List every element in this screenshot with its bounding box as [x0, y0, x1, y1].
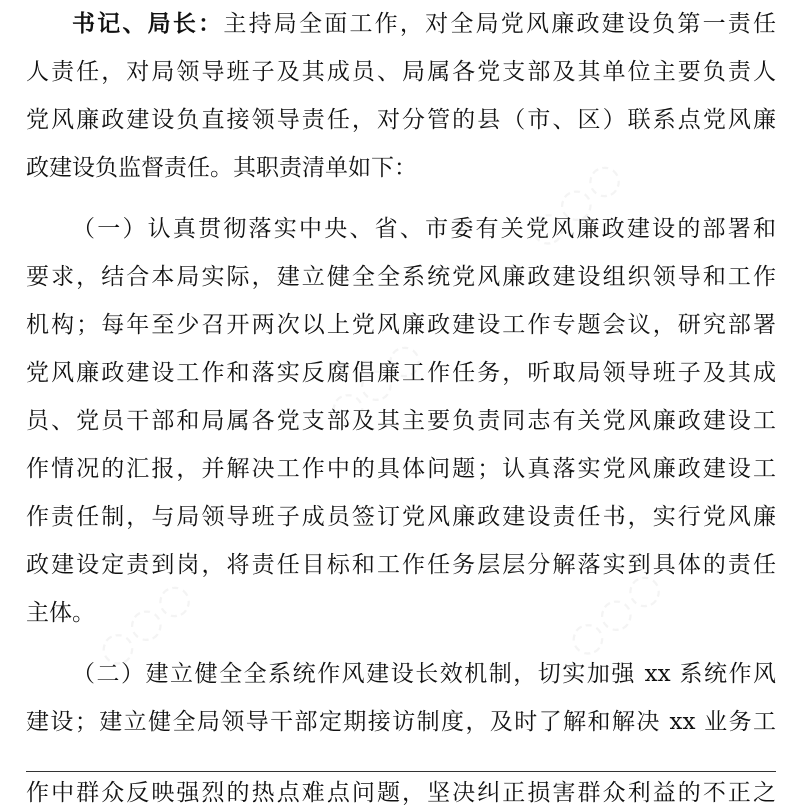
intro-line-2: 人责任，对局领导班子及其成员、局属各党支部及其单位主要负责人	[26, 59, 776, 85]
item2-line-2: 建设；建立健全局领导干部定期接访制度，及时了解和解决 xx 业务工	[26, 709, 776, 735]
page-break-divider	[26, 771, 776, 772]
item1-line-3: 机构；每年至少召开两次以上党风廉政建设工作专题会议，研究部署	[26, 312, 776, 338]
intro-line-1-text: 主持局全面工作，对全局党风廉政建设负第一责任	[223, 11, 776, 37]
watermark-stamp: ◌◌◌	[518, 149, 633, 257]
next-page-line: 作中群众反映强烈的热点难点问题，坚决纠正损害群众利益的不正之	[26, 780, 776, 806]
watermark-stamp: ◌◌◌	[318, 329, 433, 437]
item2-line-1: （二）建立健全全系统作风建设长效机制，切实加强 xx 系统作风	[72, 661, 776, 687]
item1-line-9: 主体。	[26, 600, 95, 626]
intro-line-3: 党风廉政建设负直接领导责任，对分管的县（市、区）联系点党风廉	[26, 107, 776, 133]
watermark-stamp: ◌◌◌	[88, 569, 203, 677]
intro-line-1	[26, 0, 776, 48]
item1-line-7: 作责任制，与局领导班子成员签订党风廉政建设责任书，实行党风廉	[26, 504, 776, 530]
intro-title: 书记、局长：	[72, 10, 224, 37]
item1-line-8: 政建设定责到岗，将责任目标和工作任务层层分解落实到具体的责任	[26, 552, 776, 578]
item1-line-2: 要求，结合本局实际，建立健全全系统党风廉政建设组织领导和工作	[26, 264, 776, 290]
intro-line-4: 政建设负监督责任。其职责清单如下：	[26, 155, 417, 181]
item1-line-4: 党风廉政建设工作和落实反腐倡廉工作任务，听取局领导班子及其成	[26, 360, 776, 386]
watermark-stamp: ◌◌◌	[558, 559, 673, 667]
item1-line-6: 作情况的汇报，并解决工作中的具体问题；认真落实党风廉政建设工	[26, 456, 776, 482]
document-page	[26, 0, 776, 746]
item1-line-1: （一）认真贯彻落实中央、省、市委有关党风廉政建设的部署和	[72, 216, 776, 242]
item1-line-5: 员、党员干部和局属各党支部及其主要负责同志有关党风廉政建设工	[26, 408, 776, 434]
